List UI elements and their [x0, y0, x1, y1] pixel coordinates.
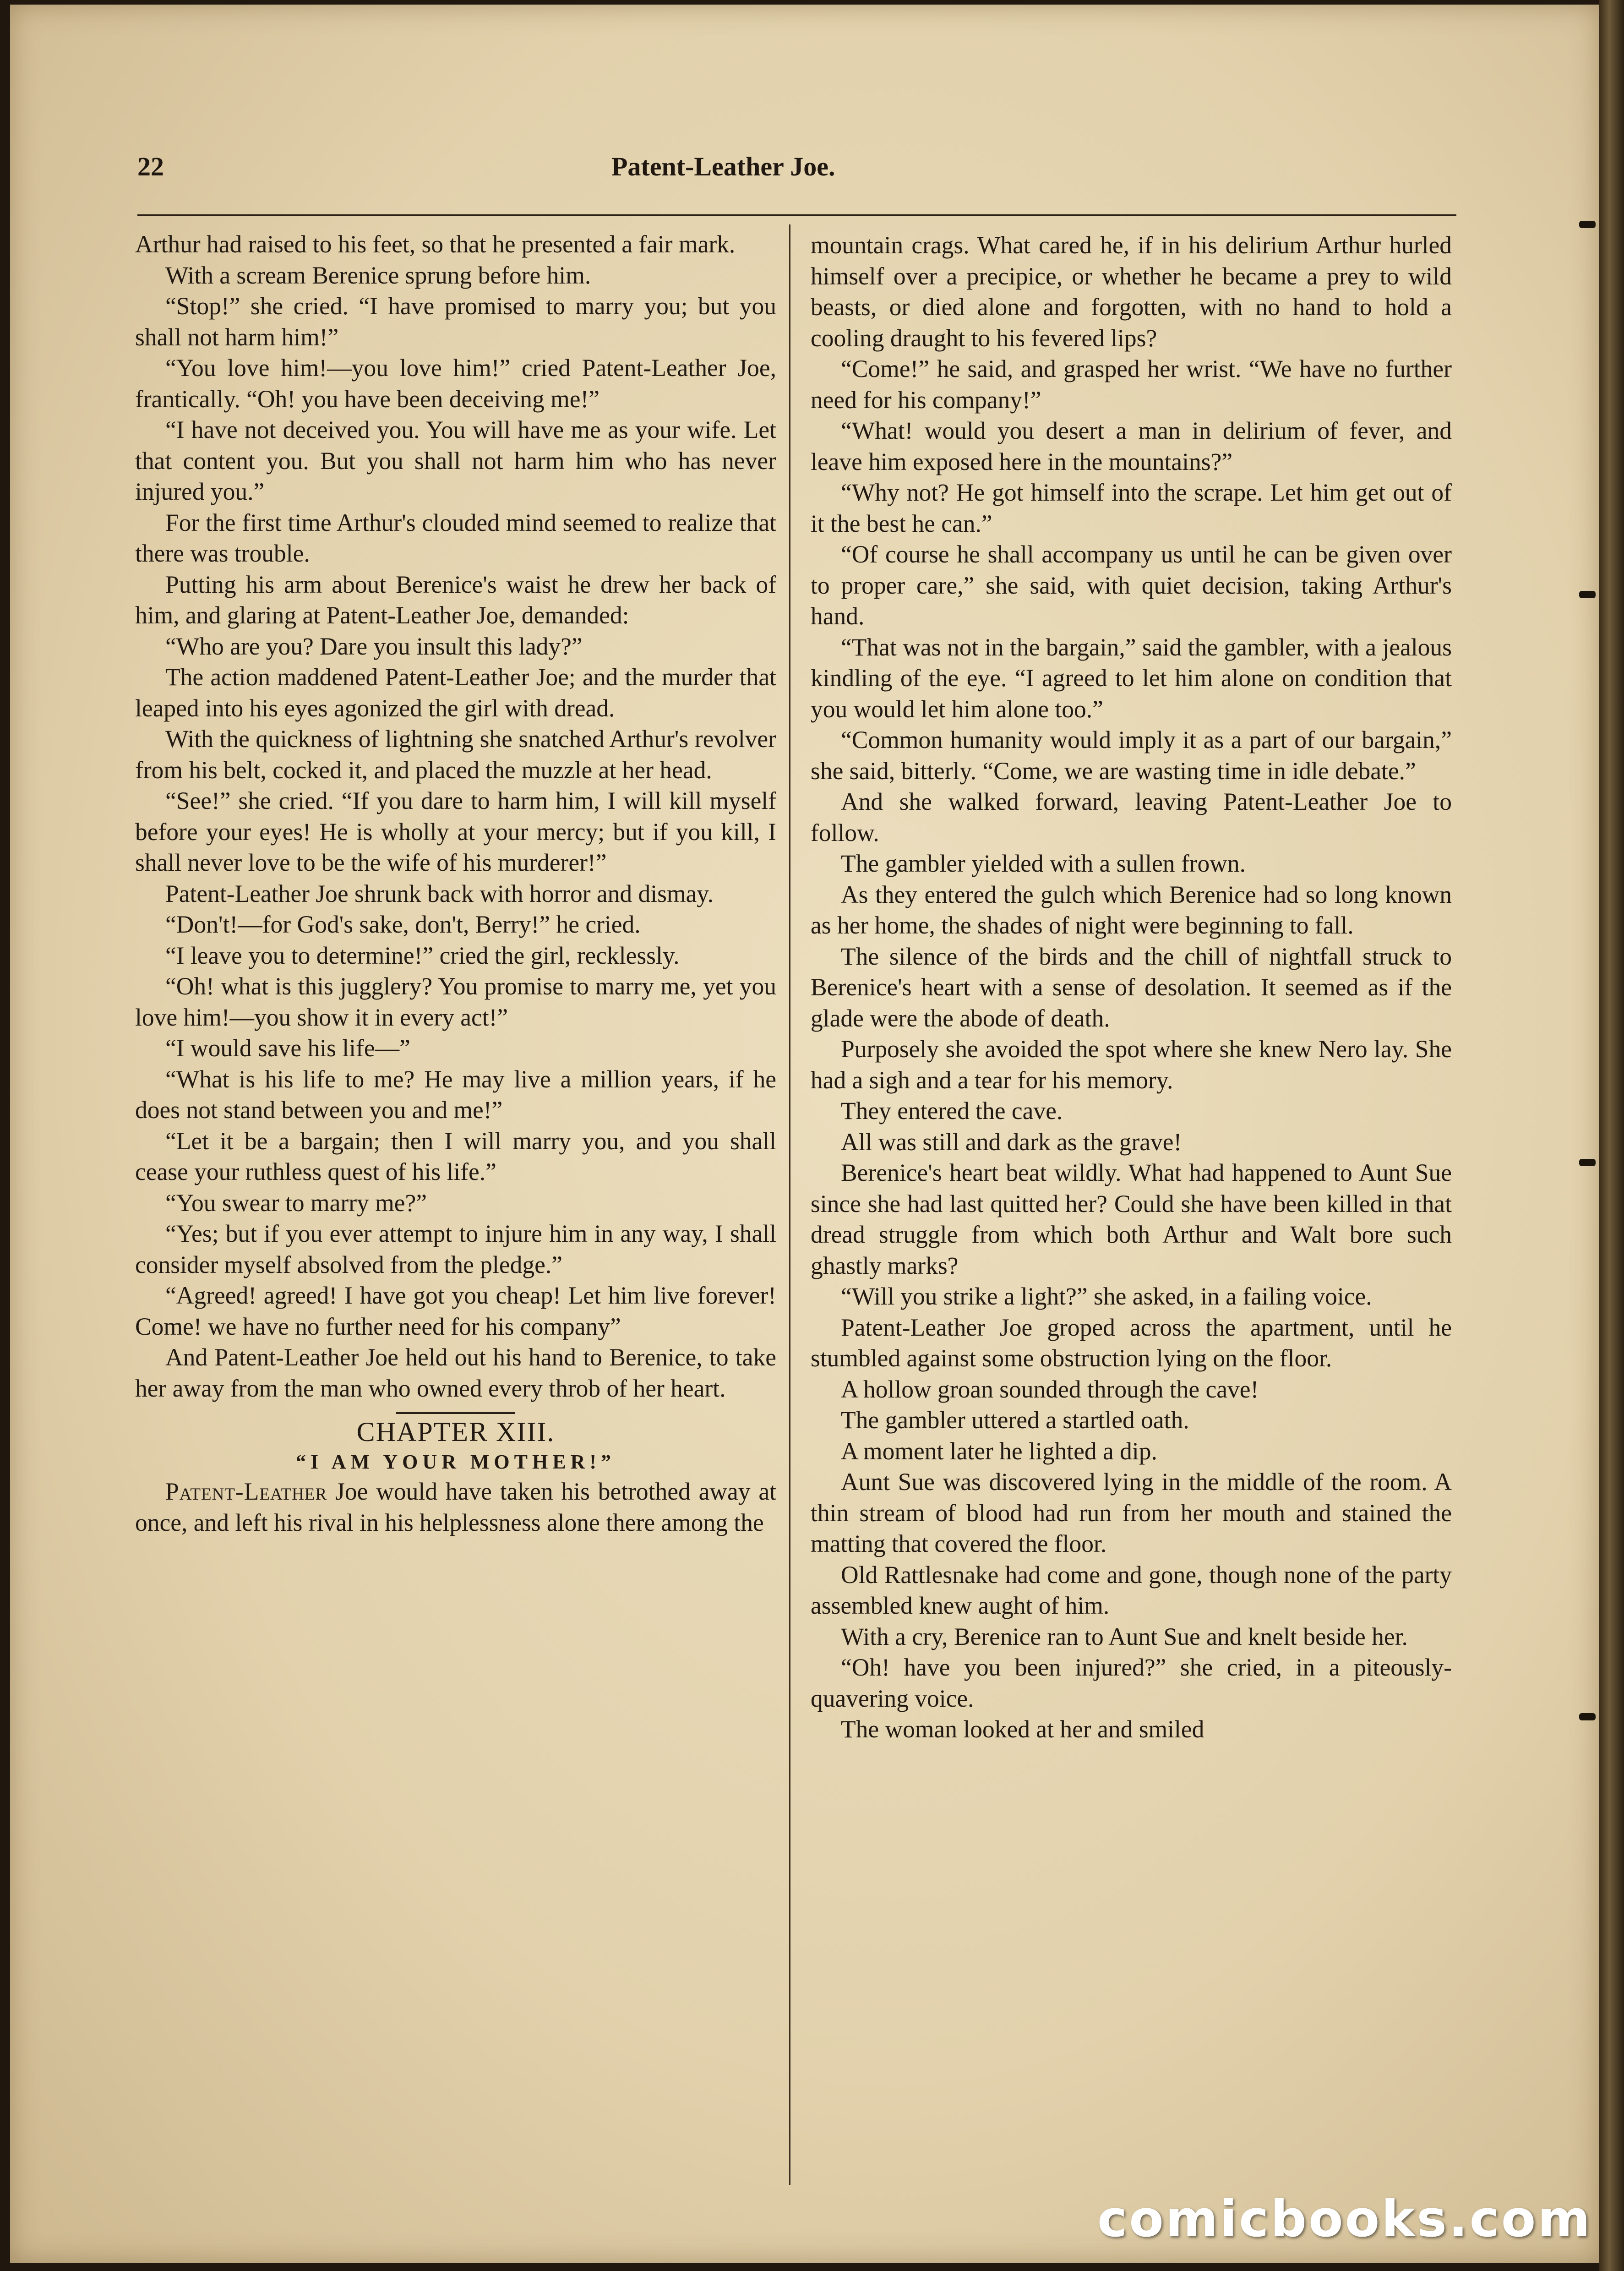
paragraph: Berenice's heart beat wildly. What had happened to Aunt Sue since she had last quitted her? Could she have been killed in that dread struggle from which both Arthur and Walt bore such ghastly marks?: [811, 1159, 1452, 1279]
paragraph: The action maddened Patent-Leather Joe; and the murder that leaped into his eyes agonized the girl with dread.: [135, 663, 776, 722]
chapter-opening-text: Joe would have taken his betrothed away at once, and left his rival in his helplessness alone there among the: [135, 1478, 776, 1536]
paragraph: “Oh! what is this jugglery? You promise to marry me, yet you love him!—you show it in every act!”: [135, 972, 776, 1031]
paragraph: The silence of the birds and the chill of nightfall struck to Berenice's heart with a sense of desolation. It seemed as if the glade were the abode of death.: [811, 942, 1452, 1032]
chapter-rule: [396, 1412, 515, 1414]
paragraph: “What! would you desert a man in delirium of fever, and leave him exposed here in the mountains?”: [811, 417, 1452, 475]
paragraph: “Oh! have you been injured?” she cried, in a piteously-quavering voice.: [811, 1654, 1452, 1712]
right-column-paragraphs: [811, 230, 1452, 1745]
page-edge-shadow: [1599, 0, 1624, 2271]
binding-tab: [1579, 1159, 1596, 1166]
paragraph: Patent-Leather Joe shrunk back with horror and dismay.: [165, 879, 714, 907]
paragraph: Putting his arm about Berenice's waist he drew her back of him, and glaring at Patent-Leather Joe, demanded:: [135, 570, 776, 629]
binding-tab: [1579, 221, 1596, 228]
paragraph: Purposely she avoided the spot where she knew Nero lay. She had a sigh and a tear for his memory.: [811, 1035, 1452, 1094]
paragraph: “Stop!” she cried. “I have promised to marry you; but you shall not harm him!”: [135, 292, 776, 351]
right-column: [811, 230, 1452, 1745]
paragraph: “What is his life to me? He may live a million years, if he does not stand between you and me!”: [135, 1065, 776, 1124]
paragraph: A hollow groan sounded through the cave!: [841, 1375, 1259, 1403]
paragraph: “Come!” he said, and grasped her wrist. “We have no further need for his company!”: [811, 355, 1452, 414]
paragraph: “Yes; but if you ever attempt to injure him in any way, I shall consider myself absolved from the pledge.”: [135, 1220, 776, 1278]
paragraph: With a scream Berenice sprung before him.: [165, 261, 591, 289]
paragraph: “I have not deceived you. You will have me as your wife. Let that content you. But you shall not harm him who has never injured you.”: [135, 416, 776, 505]
paragraph: mountain crags. What cared he, if in his delirium Arthur hurled himself over a precipice, or whether he became a prey to wild beasts, or died alone and forgotten, with no hand to hold a cooling draught to his fevered lips?: [811, 231, 1452, 352]
chapter-opening-paragraph: [135, 1476, 776, 1538]
paragraph: “That was not in the bargain,” said the gambler, with a jealous kindling of the eye. “I agreed to let him alone on condition that you would let him alone too.”: [811, 633, 1452, 723]
paragraph: The woman looked at her and smiled: [841, 1715, 1204, 1743]
paragraph: Aunt Sue was discovered lying in the middle of the room. A thin stream of blood had run from her mouth and stained the matting that covered the floor.: [811, 1468, 1452, 1557]
paragraph: And she walked forward, leaving Patent-Leather Joe to follow.: [811, 788, 1452, 846]
paragraph: A moment later he lighted a dip.: [841, 1437, 1157, 1465]
paragraph: With the quickness of lightning she snatched Arthur's revolver from his belt, cocked it, and placed the muzzle at her head.: [135, 725, 776, 784]
paragraph: For the first time Arthur's clouded mind seemed to realize that there was trouble.: [135, 508, 776, 567]
paragraph: Arthur had raised to his feet, so that he presented a fair mark.: [135, 230, 736, 258]
paragraph: They entered the cave.: [841, 1097, 1063, 1125]
page-header: [137, 151, 985, 192]
paragraph: “Don't!—for God's sake, don't, Berry!” he cried.: [165, 911, 641, 938]
binding-tab: [1579, 591, 1596, 598]
paragraph: All was still and dark as the grave!: [841, 1128, 1182, 1156]
paragraph: As they entered the gulch which Berenice had so long known as her home, the shades of night were beginning to fall.: [811, 880, 1452, 939]
paragraph: “Let it be a bargain; then I will marry you, and you shall cease your ruthless quest of his life.”: [135, 1127, 776, 1185]
paragraph: And Patent-Leather Joe held out his hand to Berenice, to take her away from the man who owned every throb of her heart.: [135, 1343, 776, 1402]
paragraph: “Will you strike a light?” she asked, in a failing voice.: [841, 1283, 1372, 1310]
left-column-paragraphs: [135, 229, 776, 1404]
paragraph: The gambler yielded with a sullen frown.: [841, 850, 1246, 877]
left-column: [135, 229, 776, 1538]
binding-tab: [1579, 1713, 1596, 1720]
paragraph: “You swear to marry me?”: [165, 1189, 427, 1217]
paragraph: The gambler uttered a startled oath.: [841, 1406, 1189, 1434]
paragraph: “Why not? He got himself into the scrape. Let him get out of it the best he can.”: [811, 479, 1452, 537]
chapter-opening-lead: Patent-Leather: [165, 1478, 327, 1505]
paragraph: “I would save his life—”: [165, 1034, 410, 1062]
paragraph: “Common humanity would imply it as a part of our bargain,” she said, bitterly. “Come, we are wasting time in idle debate.”: [811, 726, 1452, 785]
paragraph: “I leave you to determine!” cried the girl, recklessly.: [165, 941, 680, 969]
paragraph: “You love him!—you love him!” cried Patent-Leather Joe, frantically. “Oh! you have been deceiving me!”: [135, 354, 776, 413]
paragraph: “See!” she cried. “If you dare to harm him, I will kill myself before your eyes! He is wholly at your mercy; but if you kill, I shall never love to be the wife of his murderer!”: [135, 787, 776, 876]
running-title: Patent-Leather Joe.: [611, 152, 835, 181]
column-divider: [789, 224, 790, 2185]
page-number: 22: [137, 152, 164, 181]
chapter-subtitle: “I AM YOUR MOTHER!”: [295, 1451, 616, 1473]
site-watermark: comicbooks.com: [1097, 2189, 1592, 2248]
chapter-title: CHAPTER XIII.: [356, 1417, 555, 1447]
paragraph: Patent-Leather Joe groped across the apartment, until he stumbled against some obstruction lying on the floor.: [811, 1313, 1452, 1372]
paragraph: “Agreed! agreed! I have got you cheap! Let him live forever! Come! we have no further need for his company”: [135, 1282, 776, 1340]
paragraph: “Of course he shall accompany us until he can be given over to proper care,” she said, with quiet decision, taking Arthur's hand.: [811, 540, 1452, 630]
paragraph: “Who are you? Dare you insult this lady?”: [165, 632, 583, 660]
paragraph: Old Rattlesnake had come and gone, though none of the party assembled knew aught of him.: [811, 1561, 1452, 1619]
header-rule: [137, 214, 1456, 216]
paragraph: With a cry, Berenice ran to Aunt Sue and knelt beside her.: [841, 1622, 1408, 1650]
